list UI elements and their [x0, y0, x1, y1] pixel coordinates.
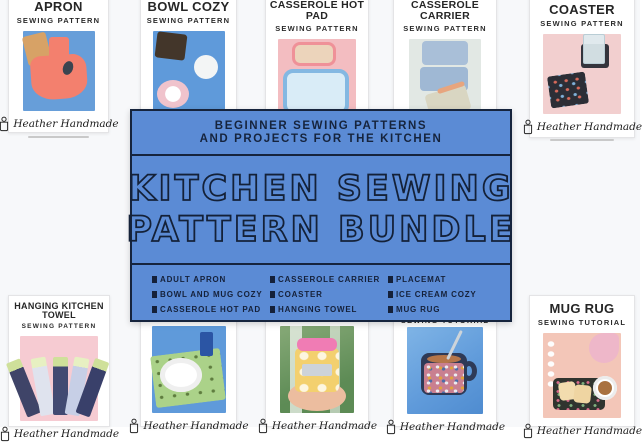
coaster-photo [543, 34, 621, 114]
banner-eyebrow [132, 111, 510, 154]
apron-logo-icon [522, 119, 534, 135]
brand-name: Heather Handmade [536, 120, 642, 133]
brand-row [266, 418, 378, 434]
square-bullet-icon [388, 306, 393, 313]
card-title: BOWL COZY [147, 0, 230, 14]
floral-cozy-shape [424, 363, 464, 393]
square-bullet-icon [270, 291, 275, 298]
card-title: CASSEROLE CARRIER [410, 0, 480, 23]
bundle-banner [126, 109, 516, 322]
card-subtitle: SEWING PATTERN [146, 15, 231, 25]
card-title: APRON [34, 0, 83, 14]
hanging-towel-photo [20, 336, 98, 421]
pattern-card-apron [8, 0, 119, 133]
casserole-hot-pad-photo [278, 39, 356, 119]
carrier-panel-shape [422, 41, 468, 65]
list-item [152, 305, 270, 314]
card-title: MUG RUG [549, 301, 615, 316]
card-title: COASTER [549, 2, 615, 17]
pink-bowl-cozy-shape [157, 80, 189, 108]
brand-name: Heather Handmade [536, 424, 642, 437]
ice-cream-cozy-photo [280, 326, 354, 413]
small-dish-shape [292, 42, 336, 66]
casserole-carrier-photo [409, 39, 481, 119]
title-line-1: KITCHEN SEWING [128, 168, 514, 209]
brand-row [9, 116, 119, 132]
bread-slice-shape [573, 384, 592, 404]
water-glass-shape [583, 34, 605, 64]
eyebrow-line-1: BEGINNER SEWING PATTERNS [214, 120, 428, 132]
list-item-label: CASSEROLE CARRIER [278, 275, 381, 284]
list-item-label: ADULT APRON [160, 275, 227, 284]
list-item [388, 290, 494, 299]
brand-row [9, 426, 120, 442]
square-bullet-icon [152, 291, 157, 298]
card-title: CASSEROLE HOT PAD [269, 0, 365, 23]
list-item [152, 290, 270, 299]
pattern-card-hanging-towel [8, 295, 120, 440]
apron-photo [23, 31, 95, 111]
list-item-label: CASSEROLE HOT PAD [160, 305, 262, 314]
label-patch-shape [302, 364, 332, 376]
floral-coaster-stack-shape [547, 71, 589, 108]
brand-name: Heather Handmade [399, 421, 506, 433]
list-item [270, 305, 388, 314]
brand-row [530, 423, 642, 439]
bowl-cozy-photo [153, 31, 225, 111]
brand-name: Heather Handmade [13, 117, 119, 130]
brand-name: Heather Handmade [13, 427, 120, 440]
card-subtitle: SEWING PATTERN [275, 24, 359, 34]
white-plate-shape [194, 55, 218, 79]
square-bullet-icon [152, 306, 157, 313]
brand-name: Heather Handmade [143, 420, 249, 432]
square-bullet-icon [270, 276, 275, 283]
brand-row [530, 119, 642, 135]
list-item [388, 275, 494, 284]
bundle-title [126, 156, 516, 263]
apron-skirt-shape [29, 53, 88, 101]
brand-name: Heather Handmade [271, 420, 378, 432]
pink-flowers-shape [589, 333, 619, 363]
apron-logo-icon [522, 423, 534, 439]
list-item [270, 275, 388, 284]
list-item-label: MUG RUG [396, 305, 441, 314]
eyebrow-line-2: AND PROJECTS FOR THE KITCHEN [199, 133, 443, 145]
dark-bowl-cozy-shape [154, 31, 187, 60]
white-plate-shape [160, 358, 202, 392]
apron-logo-icon [385, 419, 397, 435]
bundle-item-list [132, 265, 510, 314]
apron-logo-icon [128, 418, 140, 434]
square-bullet-icon [270, 306, 275, 313]
coffee-surface-shape [427, 355, 461, 363]
pattern-card-coaster [529, 0, 642, 138]
list-item [270, 290, 388, 299]
mug-rug-photo [543, 333, 621, 418]
fine-print-line [28, 136, 89, 138]
placemat-photo [152, 326, 226, 413]
title-line-2: PATTERN BUNDLE [126, 209, 516, 250]
list-item-label: BOWL AND MUG COZY [160, 290, 263, 299]
apron-logo-icon [257, 418, 269, 434]
coffee-surface-shape [598, 381, 612, 395]
card-subtitle: SEWING PATTERN [21, 322, 97, 330]
list-item-label: COASTER [278, 290, 323, 299]
pattern-card-mug-rug [529, 295, 642, 437]
blue-cup-shape [200, 332, 213, 356]
pink-lid-shape [297, 338, 337, 351]
card-subtitle: SEWING TUTORIAL [537, 317, 627, 327]
card-title: HANGING KITCHEN TOWEL [14, 301, 104, 321]
list-item [152, 275, 270, 284]
square-bullet-icon [388, 276, 393, 283]
card-subtitle: SEWING PATTERN [403, 24, 487, 34]
card-subtitle: SEWING PATTERN [16, 15, 101, 25]
mug-cozy-photo [407, 327, 483, 414]
brand-row [394, 419, 506, 435]
apron-logo-icon [0, 426, 11, 442]
list-item-label: HANGING TOWEL [278, 305, 358, 314]
apron-logo-icon [0, 116, 10, 132]
card-subtitle: SEWING PATTERN [540, 18, 624, 28]
list-item-label: ICE CREAM COZY [396, 290, 477, 299]
square-bullet-icon [388, 291, 393, 298]
list-item [388, 305, 494, 314]
fine-print-line [550, 139, 614, 141]
brand-row [141, 418, 249, 434]
list-item-label: PLACEMAT [396, 275, 447, 284]
square-bullet-icon [152, 276, 157, 283]
